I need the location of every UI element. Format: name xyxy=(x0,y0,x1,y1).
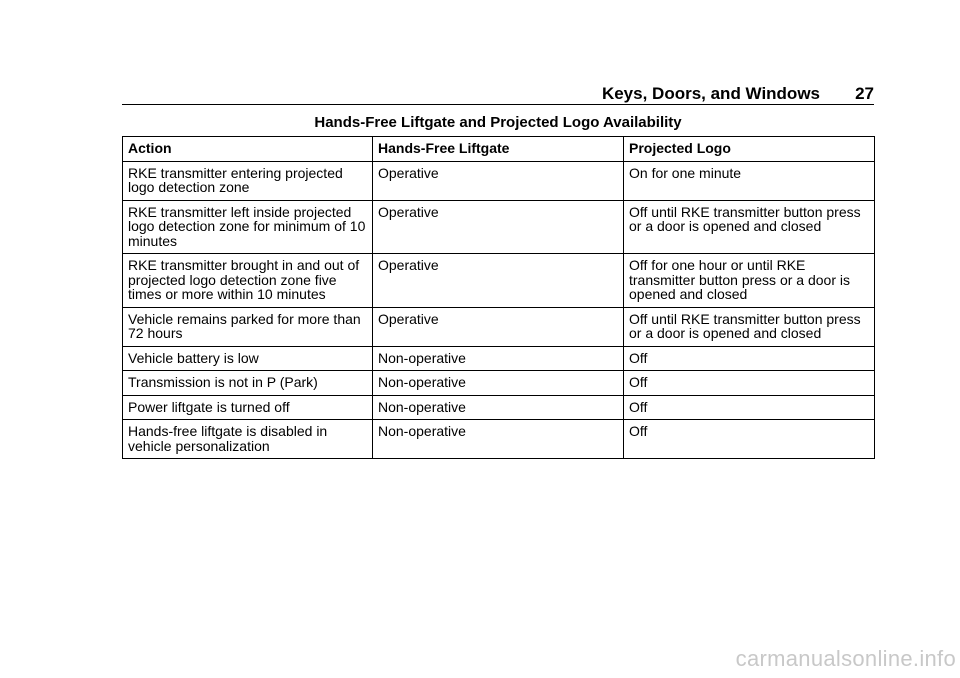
table-row xyxy=(123,307,875,346)
watermark: carmanualsonline.info xyxy=(735,646,956,671)
cell-hands-free-liftgate: Operative xyxy=(373,161,624,200)
cell-projected-logo: On for one minute xyxy=(624,161,875,200)
table-title: Hands-Free Liftgate and Projected Logo Availability xyxy=(314,114,682,131)
cell-projected-logo: Off until RKE transmitter button press or a door is opened and closed xyxy=(624,200,875,254)
page-number: 27 xyxy=(855,84,874,103)
cell-action: Vehicle remains parked for more than 72 hours xyxy=(123,307,373,346)
section-title: Keys, Doors, and Windows xyxy=(601,84,820,103)
column-header-projected-logo: Projected Logo xyxy=(624,137,875,162)
cell-projected-logo: Off xyxy=(624,371,875,396)
cell-action: Transmission is not in P (Park) xyxy=(123,371,373,396)
cell-action: Hands-free liftgate is disabled in vehicle personalization xyxy=(123,420,373,459)
cell-hands-free-liftgate: Non-operative xyxy=(373,420,624,459)
cell-projected-logo: Off until RKE transmitter button press or a door is opened and closed xyxy=(624,307,875,346)
column-header-action: Action xyxy=(123,137,373,162)
cell-action: Vehicle battery is low xyxy=(123,346,373,371)
cell-hands-free-liftgate: Non-operative xyxy=(373,395,624,420)
table-row xyxy=(123,420,875,459)
table-row xyxy=(123,200,875,254)
table-row xyxy=(123,395,875,420)
table-row xyxy=(123,254,875,308)
cell-projected-logo: Off xyxy=(624,346,875,371)
table-row xyxy=(123,161,875,200)
cell-hands-free-liftgate: Operative xyxy=(373,254,624,308)
cell-action: RKE transmitter brought in and out of projected logo detection zone five times or more within 10 minutes xyxy=(123,254,373,308)
cell-action: RKE transmitter entering projected logo detection zone xyxy=(123,161,373,200)
cell-action: RKE transmitter left inside projected logo detection zone for minimum of 10 minutes xyxy=(123,200,373,254)
availability-table xyxy=(122,136,875,459)
cell-hands-free-liftgate: Operative xyxy=(373,307,624,346)
page-header xyxy=(122,84,874,105)
cell-hands-free-liftgate: Non-operative xyxy=(373,346,624,371)
column-header-hands-free-liftgate: Hands-Free Liftgate xyxy=(373,137,624,162)
cell-hands-free-liftgate: Non-operative xyxy=(373,371,624,396)
table-row xyxy=(123,371,875,396)
cell-hands-free-liftgate: Operative xyxy=(373,200,624,254)
cell-action: Power liftgate is turned off xyxy=(123,395,373,420)
cell-projected-logo: Off xyxy=(624,395,875,420)
cell-projected-logo: Off xyxy=(624,420,875,459)
table-header-row xyxy=(123,137,875,162)
cell-projected-logo: Off for one hour or until RKE transmitter button press or a door is opened and closed xyxy=(624,254,875,308)
table-row xyxy=(123,346,875,371)
